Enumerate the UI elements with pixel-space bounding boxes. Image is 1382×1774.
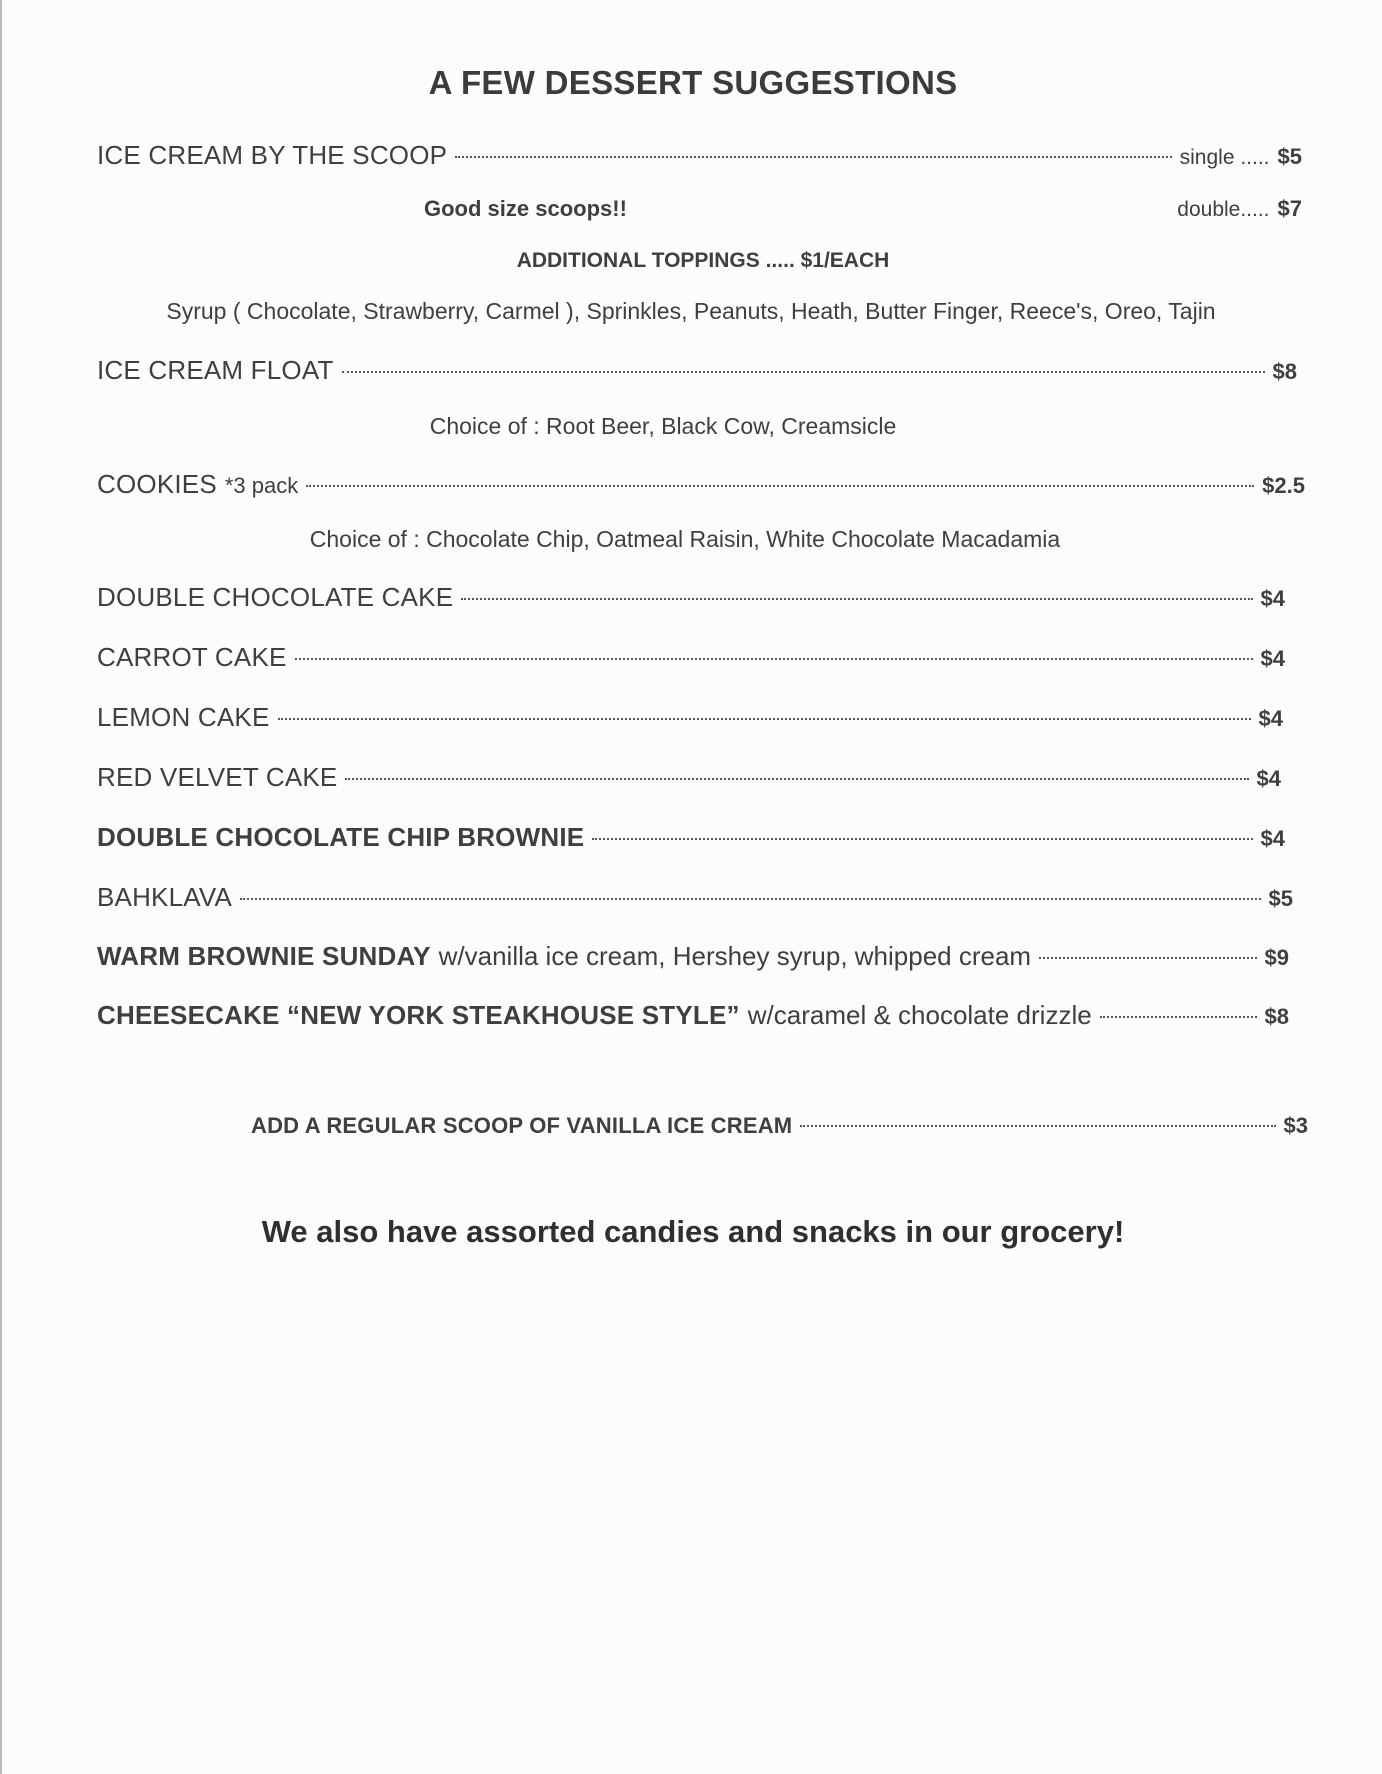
single-label: single .....	[1179, 146, 1270, 169]
toppings-list: Syrup ( Chocolate, Strawberry, Carmel ), Sprinkles, Peanuts, Heath, Butter Finger, Reece's, Oreo, Tajin	[166, 298, 1216, 324]
dot-leader	[306, 485, 1254, 487]
dot-leader	[1039, 957, 1256, 959]
grocery-promo: We also have assorted candies and snacks in our grocery!	[261, 1214, 1125, 1249]
dot-leader	[592, 838, 1252, 840]
item-price: $3	[1283, 1113, 1308, 1138]
dot-leader	[800, 1125, 1275, 1127]
double-scoop-price	[1177, 196, 1302, 222]
menu-item-ice-cream-scoop	[97, 140, 1302, 171]
dot-leader	[1100, 1016, 1257, 1018]
item-price: $9	[1264, 945, 1289, 970]
item-name: RED VELVET CAKE	[97, 762, 338, 792]
item-price: $4	[1256, 766, 1281, 791]
menu-item-cookies	[97, 469, 1305, 500]
menu-item-brownie-sunday	[97, 941, 1289, 972]
item-price: $4	[1260, 586, 1285, 611]
dot-leader	[240, 898, 1260, 900]
item-name: WARM BROWNIE SUNDAY	[97, 941, 431, 971]
dot-leader	[461, 598, 1252, 600]
item-name: ICE CREAM BY THE SCOOP	[97, 140, 448, 170]
item-price: $4	[1258, 706, 1283, 731]
item-price: $4	[1260, 826, 1285, 851]
dot-leader	[295, 658, 1253, 660]
menu-item-addon-scoop	[251, 1113, 1308, 1139]
double-label: double.....	[1177, 198, 1270, 221]
menu-item	[97, 582, 1285, 613]
menu-item-ice-cream-float	[97, 355, 1297, 386]
item-description: w/caramel & chocolate drizzle	[747, 1000, 1092, 1030]
item-price: $4	[1260, 646, 1285, 671]
menu-item	[97, 642, 1285, 673]
float-choices: Choice of : Root Beer, Black Cow, Creamsicle	[429, 413, 897, 439]
item-name: CHEESECAKE “NEW YORK STEAKHOUSE STYLE”	[97, 1000, 740, 1030]
item-price: $5	[1268, 886, 1293, 911]
item-name: CARROT CAKE	[97, 642, 287, 672]
item-name: COOKIES	[97, 469, 217, 499]
toppings-heading: ADDITIONAL TOPPINGS ..... $1/EACH	[516, 249, 890, 272]
scoop-tagline: Good size scoops!!	[424, 196, 627, 221]
menu-item	[97, 762, 1281, 793]
item-price: $5	[1277, 144, 1302, 169]
menu-item	[97, 822, 1285, 853]
cookies-choices: Choice of : Chocolate Chip, Oatmeal Raisin, White Chocolate Macadamia	[309, 526, 1061, 552]
menu-item-cheesecake	[97, 1000, 1289, 1031]
menu-item	[97, 882, 1293, 913]
cookies-pack: *3 pack	[224, 473, 299, 498]
menu-item	[97, 702, 1283, 733]
dot-leader	[455, 156, 1171, 158]
item-name: LEMON CAKE	[97, 702, 270, 732]
item-price: $2.5	[1262, 473, 1305, 498]
item-description: w/vanilla ice cream, Hershey syrup, whipped cream	[438, 941, 1032, 971]
menu-title: A FEW DESSERT SUGGESTIONS	[428, 64, 958, 101]
item-name: DOUBLE CHOCOLATE CAKE	[97, 582, 454, 612]
item-price: $8	[1272, 359, 1297, 384]
dot-leader	[345, 778, 1248, 780]
item-name: ADD A REGULAR SCOOP OF VANILLA ICE CREAM	[251, 1113, 793, 1138]
dot-leader	[278, 718, 1251, 720]
item-name: ICE CREAM FLOAT	[97, 355, 334, 385]
item-price: $7	[1277, 196, 1302, 221]
dot-leader	[342, 371, 1265, 373]
item-name: BAHKLAVA	[97, 882, 233, 912]
item-price: $8	[1264, 1004, 1289, 1029]
item-name: DOUBLE CHOCOLATE CHIP BROWNIE	[97, 822, 585, 852]
